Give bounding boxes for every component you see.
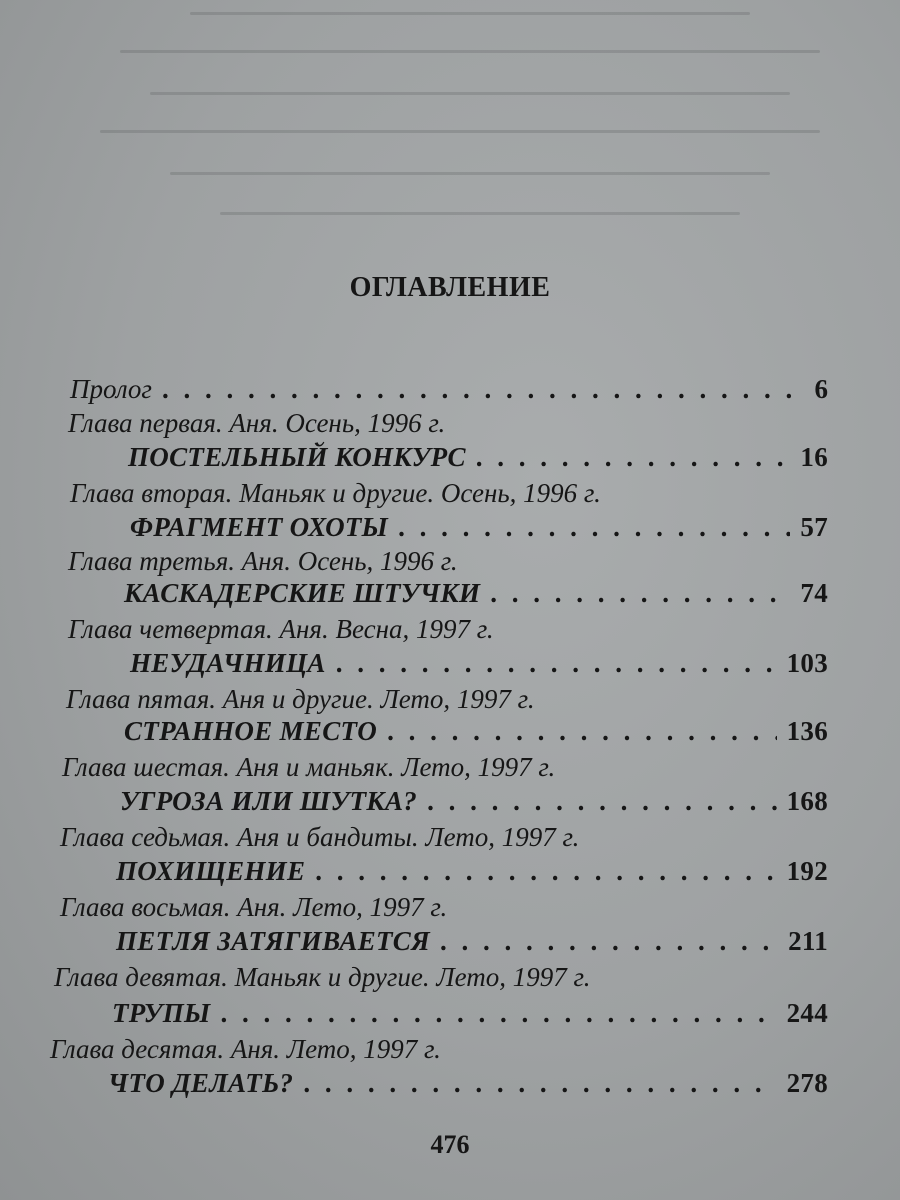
page-number: 278	[786, 1068, 828, 1098]
page-number: 192	[786, 856, 828, 886]
page-title: ОГЛАВЛЕНИЕ	[349, 272, 551, 303]
page-number: 16	[800, 442, 828, 472]
toc-entry-heading	[120, 788, 828, 815]
page-number: 103	[786, 648, 828, 678]
toc-entry-heading	[124, 580, 828, 607]
leader-dots	[336, 650, 777, 677]
heading-label: ПОХИЩЕНИЕ	[116, 856, 306, 886]
page-number: 168	[786, 786, 828, 816]
leader-dots	[387, 718, 776, 745]
toc-entry-heading	[128, 444, 828, 471]
chapter-label: Глава девятая. Маньяк и другие. Лето, 1997 г.	[54, 962, 591, 992]
chapter-label: Глава шестая. Аня и маньяк. Лето, 1997 г.	[62, 752, 556, 782]
page-number: 57	[800, 512, 828, 542]
heading-label: ФРАГМЕНТ ОХОТЫ	[130, 512, 389, 542]
toc-entry-heading	[112, 1000, 828, 1027]
page-number: 136	[786, 716, 828, 746]
chapter-label: Глава десятая. Аня. Лето, 1997 г.	[50, 1034, 441, 1064]
heading-label: УГРОЗА ИЛИ ШУТКА?	[120, 786, 418, 816]
chapter-label: Глава первая. Аня. Осень, 1996 г.	[68, 408, 446, 438]
heading-label: НЕУДАЧНИЦА	[130, 648, 326, 678]
show-through-text	[0, 0, 900, 270]
toc-entry-heading	[108, 1070, 828, 1097]
leader-dots	[315, 858, 776, 885]
page-number: 244	[786, 998, 828, 1028]
chapter-label: Глава вторая. Маньяк и другие. Осень, 1996 г.	[70, 478, 601, 508]
toc-entry-heading	[116, 858, 828, 885]
chapter-label: Глава восьмая. Аня. Лето, 1997 г.	[60, 892, 448, 922]
chapter-label: Глава четвертая. Аня. Весна, 1997 г.	[68, 614, 494, 644]
leader-dots	[398, 514, 790, 541]
heading-label: ПЕТЛЯ ЗАТЯГИВАЕТСЯ	[116, 926, 431, 956]
leader-dots	[427, 788, 776, 815]
leader-dots	[221, 1000, 777, 1027]
heading-label: СТРАННОЕ МЕСТО	[124, 716, 378, 746]
page-number: 6	[814, 374, 828, 404]
heading-label: КАСКАДЕРСКИЕ ШТУЧКИ	[124, 578, 481, 608]
leader-dots	[490, 580, 790, 607]
heading-label: ТРУПЫ	[112, 998, 211, 1028]
folio-page-number: 476	[430, 1130, 470, 1159]
leader-dots	[440, 928, 778, 955]
toc-entry-heading	[116, 928, 828, 955]
toc-entry-heading	[130, 514, 828, 541]
leader-dots	[303, 1070, 776, 1097]
chapter-label: Глава пятая. Аня и другие. Лето, 1997 г.	[66, 684, 535, 714]
leader-dots	[476, 444, 791, 471]
chapter-label: Глава третья. Аня. Осень, 1996 г.	[68, 546, 458, 576]
heading-label: ПОСТЕЛЬНЫЙ КОНКУРС	[128, 442, 466, 472]
chapter-label: Пролог	[70, 374, 152, 404]
leader-dots	[162, 376, 805, 403]
toc-entry-heading	[130, 650, 828, 677]
chapter-label: Глава седьмая. Аня и бандиты. Лето, 1997 г.	[60, 822, 580, 852]
toc-entry-prologue	[70, 376, 828, 403]
page-number: 211	[788, 926, 828, 956]
heading-label: ЧТО ДЕЛАТЬ?	[108, 1068, 294, 1098]
page-number: 74	[800, 578, 828, 608]
toc-entry-heading	[124, 718, 828, 745]
